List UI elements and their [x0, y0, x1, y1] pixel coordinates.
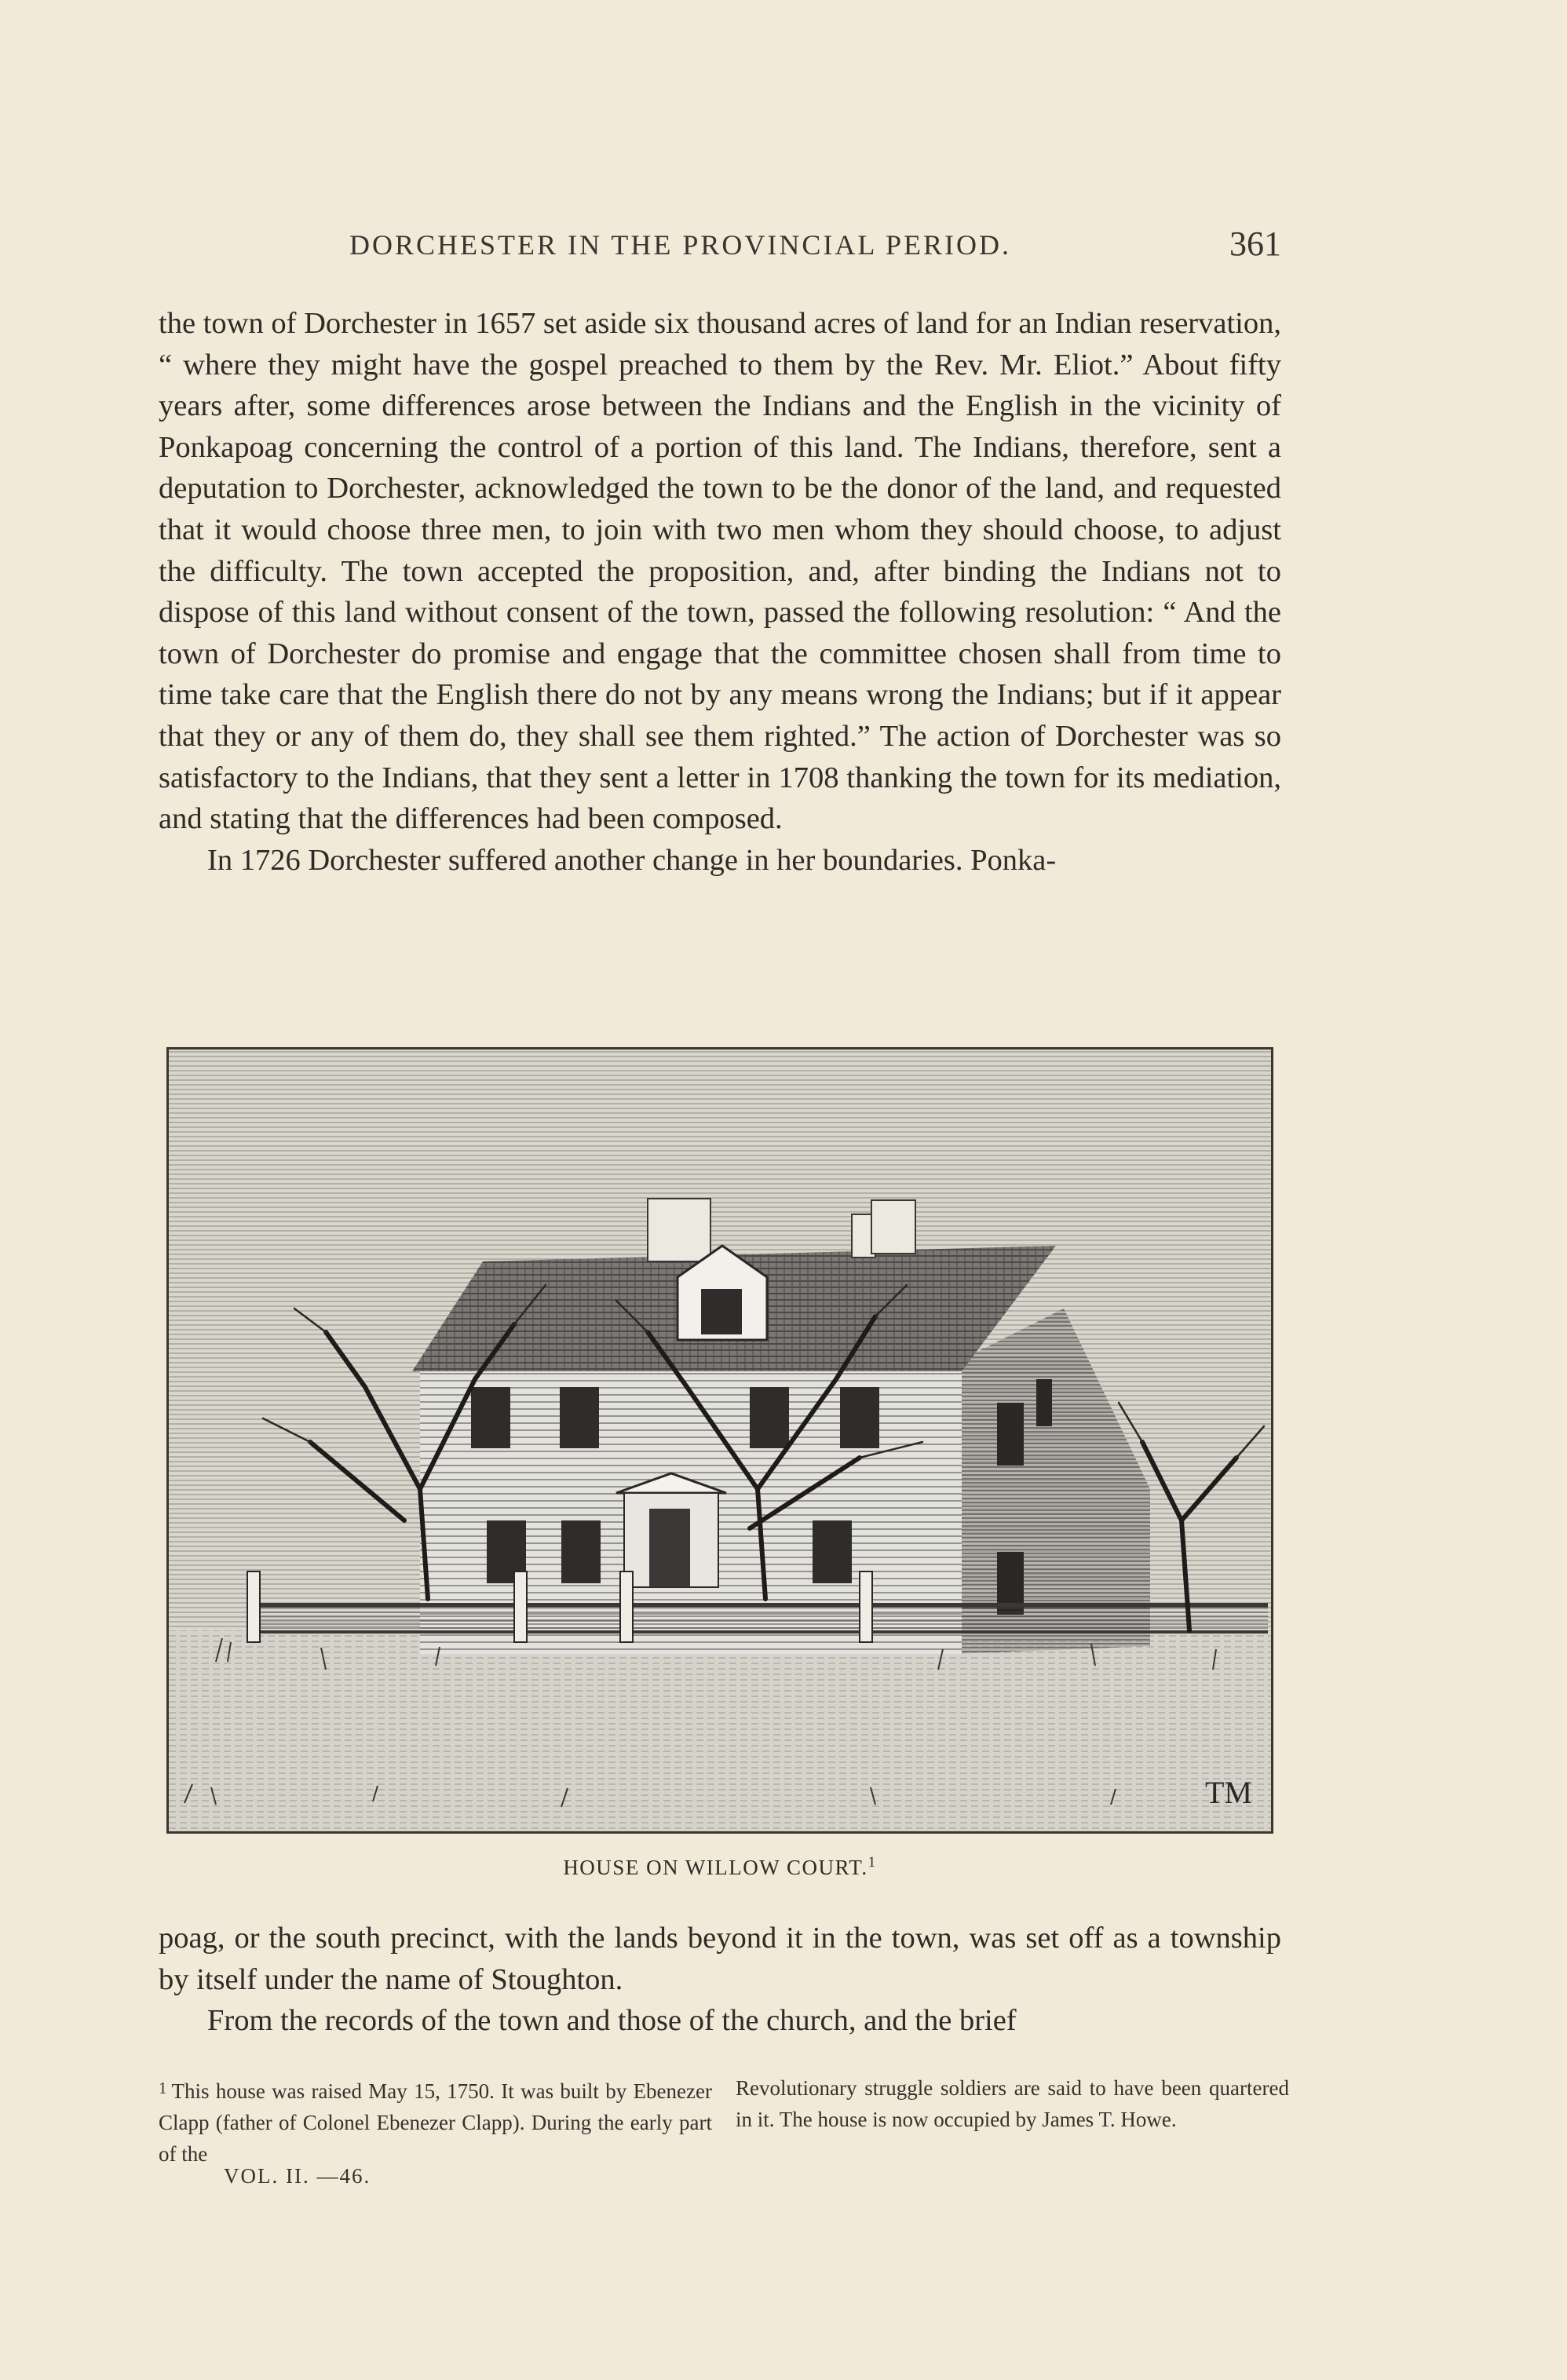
paragraph-reservation: the town of Dorchester in 1657 set aside six thousand acres of land for an Indian reservation, “ where they might have the gospel preached to them by the Rev. Mr. Eliot.” About fifty years after, some differences arose between the Indians and the English in the vicinity of Ponkapoag concerning the control of a portion of this land. The Indians, therefore, sent a deputation to Dorchester, acknowledged the town to be the donor of the land, and requested that it would choose three men, to join with two men whom they should choose, to adjust the difficulty. The town accepted the proposition, and, after binding the Indians not to dispose of this land without consent of the town, passed the following resolution: “ And the town of Dorchester do promise and engage that the committee chosen shall from time to time take care that the English there do not by any means wrong the Indians; but if it appear that they or any of them do, they shall see them righted.” The action of Dorchester was so satisfactory to the Indians, that they sent a letter in 1708 thanking the town for its mediation, and stating that the differences had been composed. [159, 307, 1281, 836]
footnote-marker: 1 [159, 2079, 167, 2097]
illustration-house-engraving [166, 1047, 1273, 1834]
running-title: DORCHESTER IN THE PROVINCIAL PERIOD. [349, 229, 1012, 261]
footnote-right-column: Revolutionary struggle soldiers are said to have been quartered in it. The house is now occupied by James T. Howe. [736, 2076, 1289, 2131]
svg-text:TM: TM [1205, 1775, 1252, 1810]
main-text-lower [159, 1918, 1281, 2042]
caption-text: HOUSE ON WILLOW COURT. [563, 1856, 868, 1879]
house-engraving-image [169, 1049, 1271, 1831]
signature-mark: VOL. II. —46. [224, 2164, 371, 2188]
footnote-left-column [159, 2072, 712, 2170]
footnotes [159, 2072, 1289, 2166]
paragraph-stoughton: poag, or the south precinct, with the lands beyond it in the town, was set off as a township by itself under the name of Stoughton. [159, 1922, 1281, 1996]
caption-footnote-marker: 1 [868, 1854, 877, 1871]
footnote-left-text: This house was raised May 15, 1750. It was built by Ebenezer Clapp (father of Colonel Ebenezer Clapp). During the early part of the [159, 2079, 712, 2166]
figure-caption [166, 1854, 1273, 1880]
paragraph-1726-start: In 1726 Dorchester suffered another change in her boundaries. Ponka- [207, 843, 1057, 877]
main-text-upper [159, 303, 1281, 881]
running-head [157, 224, 1288, 271]
page-number: 361 [1229, 224, 1281, 263]
paragraph-records-start: From the records of the town and those of the church, and the brief [207, 2004, 1017, 2038]
